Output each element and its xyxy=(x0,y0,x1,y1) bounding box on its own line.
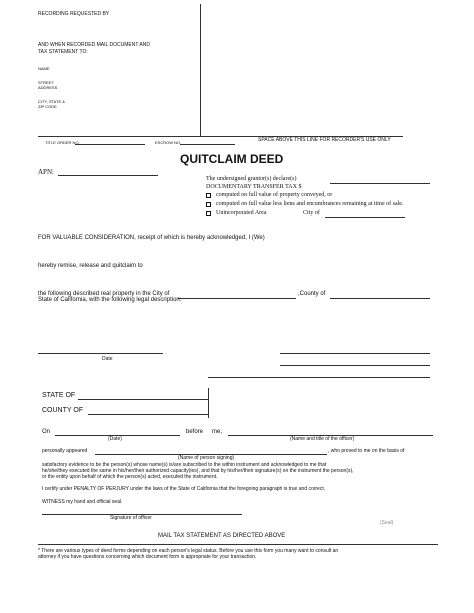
property-text: the following described real property in the City of xyxy=(38,291,170,297)
escrow-line[interactable] xyxy=(180,144,235,145)
notary-bracket xyxy=(208,388,209,418)
transfer-tax-label: DOCUMENTARY TRANSFER TAX $ xyxy=(206,184,302,190)
footer-note-2: attorney if you have questions concerning which document form is appropriate for your transaction. xyxy=(38,554,257,560)
date-label: Date xyxy=(102,356,113,362)
checkbox-full-value[interactable] xyxy=(206,193,211,198)
county-of-label: COUNTY OF xyxy=(42,407,84,414)
footer-note-1: * There are various types of deed forms depending on each person's legal status. Before you use this form you many want to consult an xyxy=(38,548,339,554)
option-less-liens: computed on full value less liens and encumbrances remaining at time of sale. xyxy=(216,201,404,207)
name-label: NAME xyxy=(38,66,50,71)
date-line[interactable] xyxy=(38,353,163,354)
checkbox-less-liens[interactable] xyxy=(206,202,211,207)
option-unincorporated: Unincorporated Area xyxy=(216,210,267,216)
city-of-label: City of xyxy=(303,210,320,216)
grantor-signature-line-1[interactable] xyxy=(280,353,430,354)
proved-text: , who proved to me on the basis of xyxy=(328,448,405,454)
state-of-line[interactable] xyxy=(78,399,208,400)
consideration-text: FOR VALUABLE CONSIDERATION, receipt of which is hereby acknowledged, I (We) xyxy=(38,235,265,241)
me-label: me, xyxy=(212,429,223,435)
apn-line[interactable] xyxy=(58,175,158,176)
zip-label: ZIP CODE xyxy=(38,104,57,109)
remise-text: hereby remise, release and quitclaim to xyxy=(38,263,143,269)
evidence-line-3: or the entity upon behalf of which the person(s) acted, executed the instrument. xyxy=(42,474,218,480)
property-state-text: State of California, with the following legal description: xyxy=(38,297,182,303)
apn-label: APN: xyxy=(38,168,54,176)
city-state-label: CITY, STATE & xyxy=(38,99,65,104)
personally-appeared-label: personally appeared xyxy=(42,448,88,454)
perjury-text: I certify under PENALTY OF PERJURY under the laws of the State of California that the foregoing paragraph is true and correct. xyxy=(42,486,326,492)
property-county-label: ,County of xyxy=(298,291,326,297)
footer-divider xyxy=(38,544,438,545)
mail-to-label: AND WHEN RECORDED MAIL DOCUMENT AND xyxy=(38,42,150,48)
recorder-divider xyxy=(200,4,201,137)
before-label: before xyxy=(186,429,204,435)
title-order-line[interactable] xyxy=(75,144,145,145)
property-city-line[interactable] xyxy=(178,298,296,299)
address-label: ADDRESS xyxy=(38,85,58,90)
street-label: STREET xyxy=(38,80,54,85)
grantor-line[interactable] xyxy=(330,183,430,184)
state-of-label: STATE OF xyxy=(42,392,76,399)
space-above-label: SPACE ABOVE THIS LINE FOR RECORDER'S USE ONLY xyxy=(258,137,391,143)
on-label: On xyxy=(42,429,51,435)
county-of-line[interactable] xyxy=(88,414,208,415)
document-title: QUITCLAIM DEED xyxy=(180,152,284,166)
property-county-line[interactable] xyxy=(330,298,430,299)
person-caption: (Name of person signing) xyxy=(178,455,235,461)
recording-requested-by: RECORDING REQUESTED BY xyxy=(38,11,110,17)
grantor-signature-line-2[interactable] xyxy=(280,365,430,366)
option-full-value: computed on full value of property conveyed, or xyxy=(216,192,333,198)
officer-caption: (Name and title of the officer) xyxy=(290,436,355,442)
mail-tax-statement: MAIL TAX STATEMENT AS DIRECTED ABOVE xyxy=(158,533,286,539)
evidence-line-2: he/she/they executed the same in his/her/their authorized capacity(ies), and that by his/her/their signature(s) on the instrument the person(s), xyxy=(42,468,354,474)
title-order-label: TITLE ORDER NO. xyxy=(45,140,80,145)
tax-statement-label: TAX STATEMENT TO: xyxy=(38,49,88,55)
escrow-label: ESCROW NO. xyxy=(155,140,182,145)
city-of-line[interactable] xyxy=(325,217,405,218)
checkbox-unincorporated[interactable] xyxy=(206,211,211,216)
grantor-signature-line-3[interactable] xyxy=(208,377,430,378)
grantor-declares: The undersigned grantor(s) declare(s) xyxy=(206,176,297,182)
date-caption: (Date) xyxy=(108,436,122,442)
evidence-line-1: satisfactory evidence to be the person(s) whose name(s) is/are subscribed to the within instrument and acknowledged to me that xyxy=(42,462,327,468)
seal-label: (Seal) xyxy=(380,520,394,526)
witness-text: WITNESS my hand and official seal. xyxy=(42,499,123,505)
signature-officer-label: Signature of officer xyxy=(110,515,152,521)
